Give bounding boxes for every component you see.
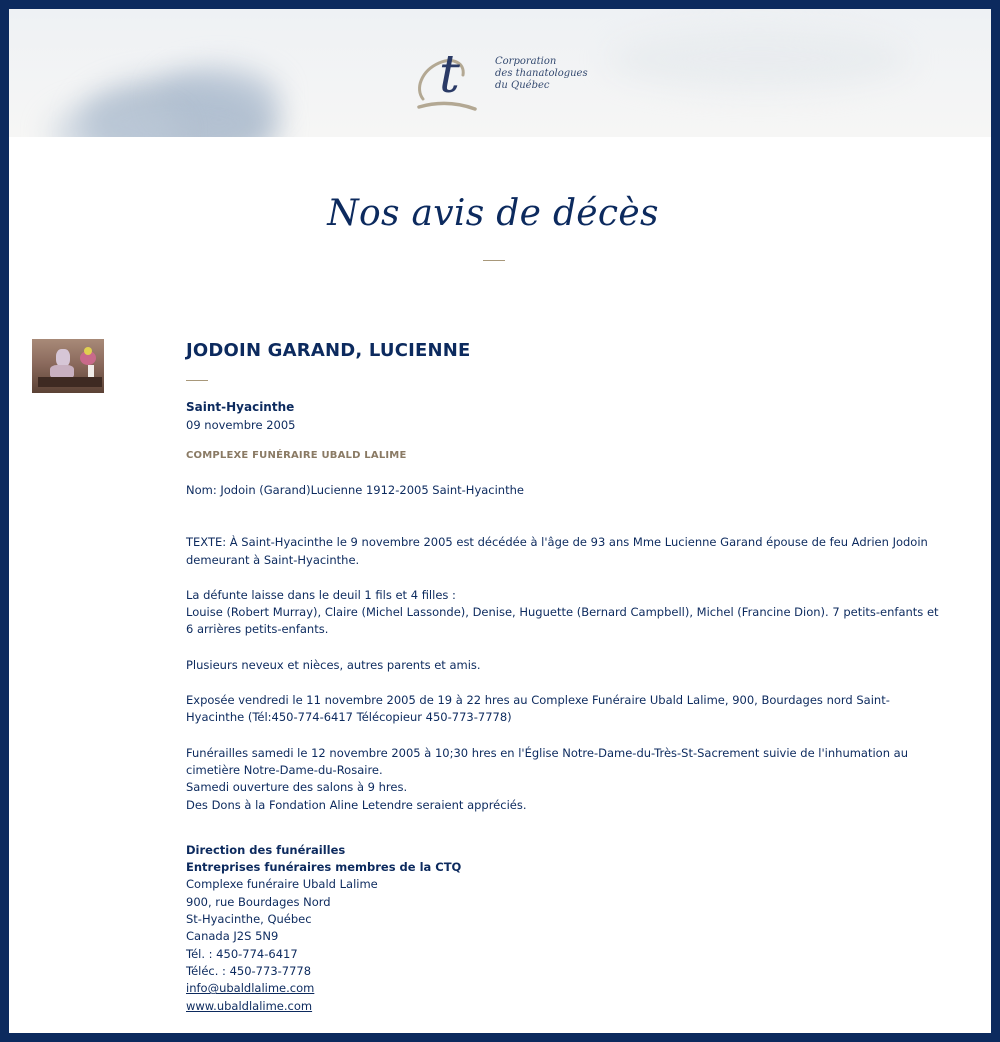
direction-address: 900, rue Bourdages Nord [186, 894, 331, 909]
ctq-logo[interactable] [413, 37, 593, 117]
deceased-name: JODOIN GARAND, LUCIENNE [186, 340, 471, 361]
salons-line: Samedi ouverture des salons à 9 hres. [186, 780, 408, 795]
obituary-content [186, 337, 946, 1015]
direction-phone: Tél. : 450-774-6417 [186, 946, 298, 961]
header-banner [9, 9, 991, 137]
logo-line: Corporation [495, 56, 557, 67]
funerailles-paragraph: Funérailles samedi le 12 novembre 2005 à 10;30 hres en l'Église Notre-Dame-du-Très-St-Sacrement suivie de l'inhumation au cimetière Notre-Dame-du-Rosaire. [186, 745, 908, 777]
logo-line: du Québec [495, 80, 550, 91]
dons-line: Des Dons à la Fondation Aline Letendre seraient appréciés. [186, 797, 527, 812]
email-link[interactable]: info@ubaldlalime.com [186, 981, 315, 996]
nom-line: Nom: Jodoin (Garand)Lucienne 1912-2005 Saint-Hyacinthe [186, 483, 524, 497]
logo-line: des thanatologues [495, 68, 588, 79]
notice-date: 09 novembre 2005 [186, 418, 296, 432]
direction-city: St-Hyacinthe, Québec [186, 912, 312, 927]
logo-letter: t [439, 45, 460, 105]
cloud-decoration [159, 67, 279, 127]
logo-mark-icon [413, 37, 493, 117]
direction-heading: Direction des funérailles [186, 842, 346, 857]
texte-paragraph: TEXTE: À Saint-Hyacinthe le 9 novembre 2005 est décédée à l'âge de 93 ans Mme Lucienne Garand épouse de feu Adrien Jodoin demeurant à Saint-Hyacinthe. [186, 535, 928, 567]
exposition-paragraph: Exposée vendredi le 11 novembre 2005 de 19 à 22 hres au Complexe Funéraire Ubald Lalime, 900, Bourdages nord Saint-Hyacinthe (Tél:450-774-6417 Télécopieur 450-773-7778) [186, 693, 890, 725]
family-list: Louise (Robert Murray), Claire (Michel Lassonde), Denise, Huguette (Bernard Campbell), Michel (Francine Dion). 7 petits-enfants et 6 arrières petits-enfants. [186, 605, 939, 637]
deceased-photo[interactable] [32, 339, 104, 393]
direction-subheading: Entreprises funéraires membres de la CTQ [186, 860, 462, 875]
page-frame [9, 9, 991, 1033]
name-divider [186, 380, 208, 381]
notice-city: Saint-Hyacinthe [186, 400, 295, 414]
funeral-home-name: COMPLEXE FUNÉRAIRE UBALD LALIME [186, 450, 407, 461]
relatives-paragraph: Plusieurs neveux et nièces, autres parents et amis. [186, 657, 481, 672]
title-divider [483, 260, 505, 261]
family-intro: La défunte laisse dans le deuil 1 fils et 4 filles : [186, 587, 456, 602]
direction-postal: Canada J2S 5N9 [186, 929, 279, 944]
cloud-decoration [609, 29, 909, 89]
logo-text [495, 56, 588, 92]
direction-fax: Téléc. : 450-773-7778 [186, 963, 312, 978]
website-link[interactable]: www.ubaldlalime.com [186, 998, 313, 1013]
page-title: Nos avis de décès [327, 193, 659, 234]
direction-company: Complexe funéraire Ubald Lalime [186, 877, 378, 892]
